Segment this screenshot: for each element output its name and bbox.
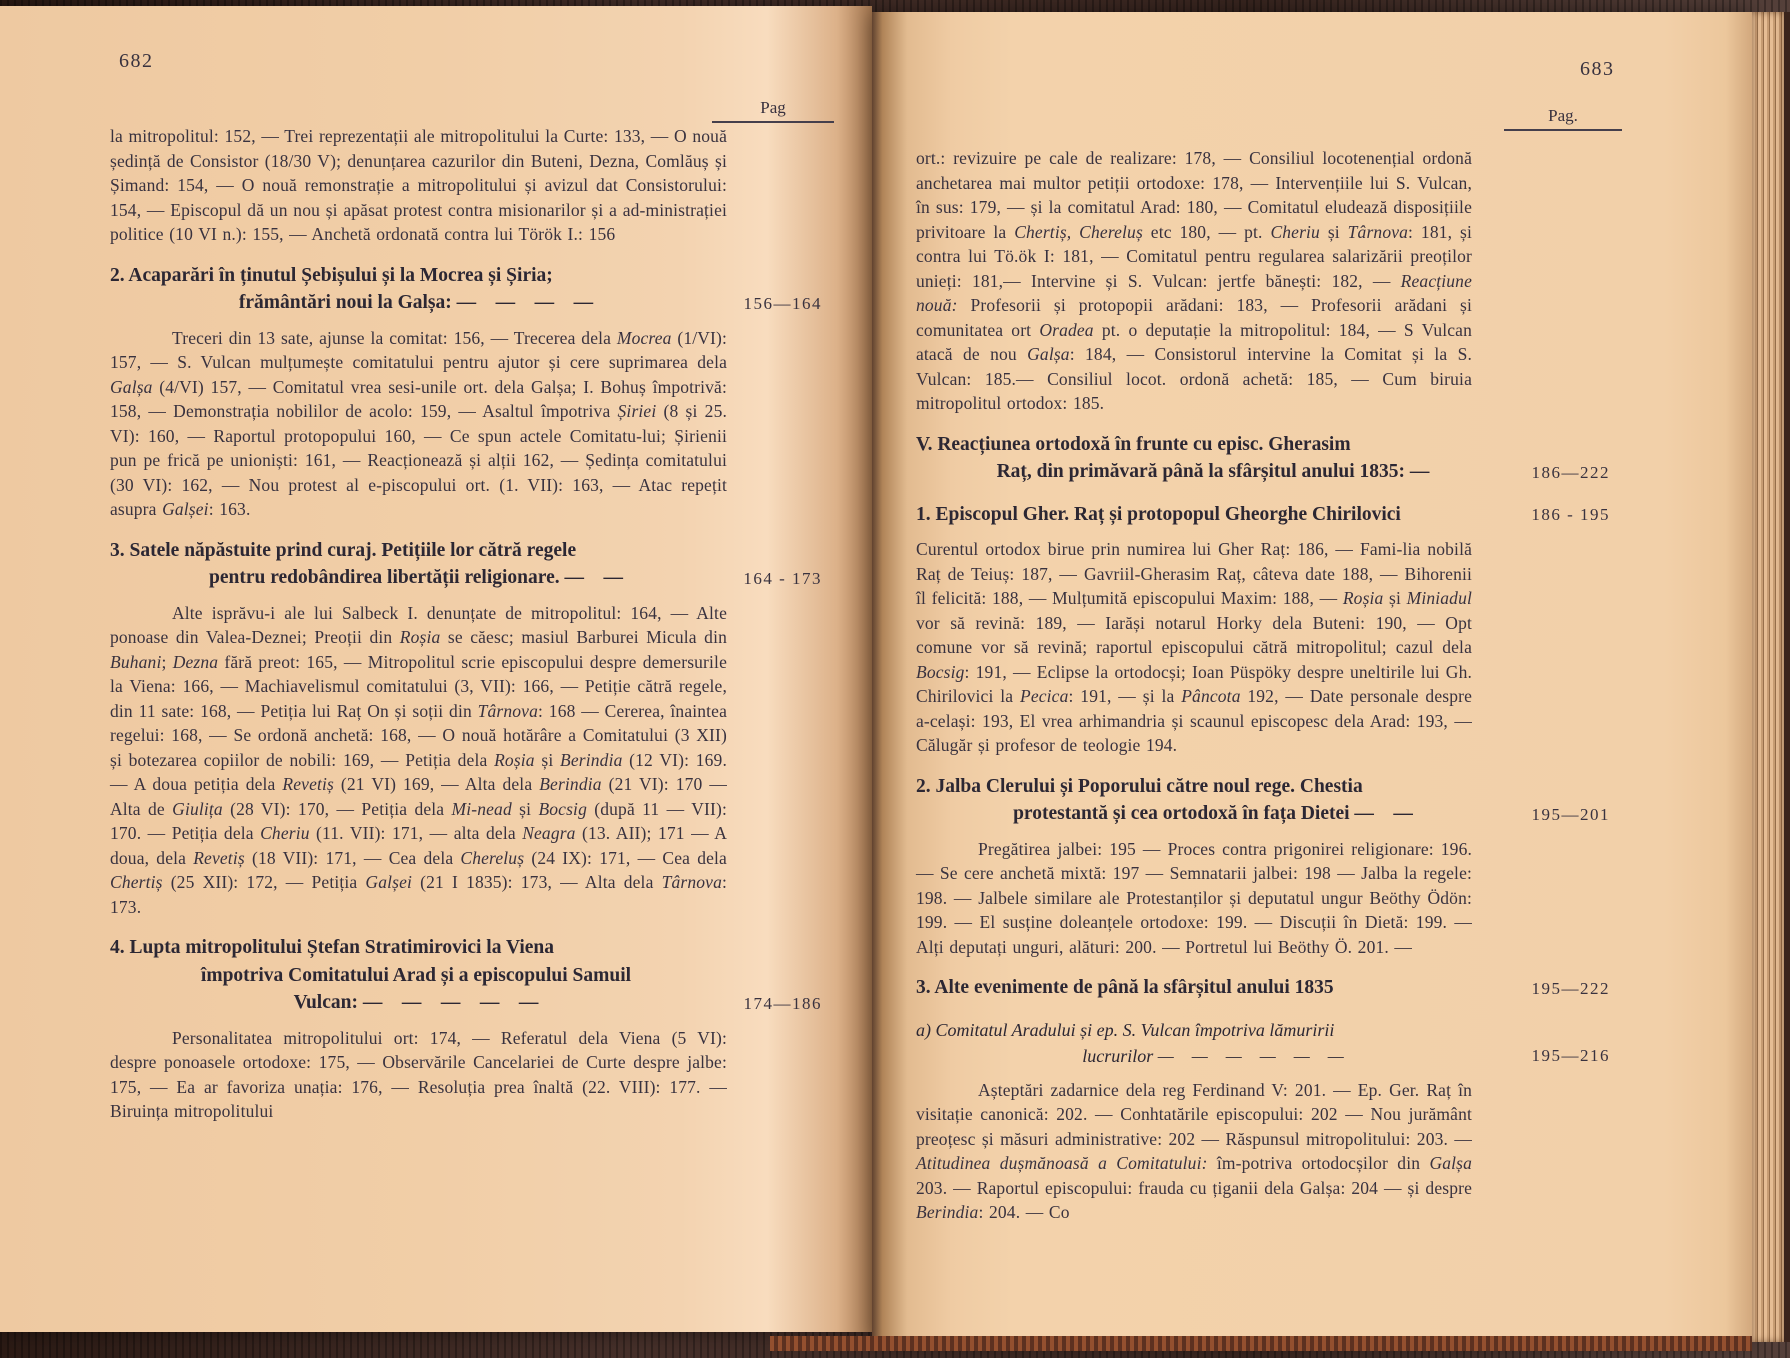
toc-section-heading — [110, 537, 822, 592]
toc-content-right — [916, 146, 1610, 1225]
page-range: 156—164 — [743, 293, 822, 313]
toc-paragraph: Personalitatea mitropolitului ort: 174, — Referatul dela Viena (5 VI): despre ponoasele ortodoxe: 175, — Observările Cancelariei de Curte despre jalbe: 175, — Ea ar favoriza unația: 176, — Resoluția prea înaltă (22. VIII): 177. — Biruința mitropolitului — [110, 1027, 727, 1121]
toc-subheading — [916, 1017, 1610, 1069]
toc-paragraph: Pregătirea jalbei: 195 — Proces contra prigonirei religionare: 196. — Se cere anchetă mixtă: 197 — Semnatarii jalbei: 198 — Jalba la regele: 198. — Jalbele similare ale Protestanților și deputatul ungur Beöthy Ödön: 199. — El susține doleanțele ortodoxe: 199. — Discuții în Dietă: 199. — Alți deputați unguri, alături: 200. — Portretul lui Beöthy Ö. 201. — — [916, 838, 1472, 957]
heading-line: V. Reacțiunea ortodoxă în frunte cu episc. Gherasim — [916, 433, 1351, 455]
book-page-right — [872, 12, 1752, 1342]
heading-line: protestantă și cea ortodoxă în fața Dietei — — — [1013, 803, 1413, 824]
heading-line: 1. Episcopul Gher. Raț și protopopul Gheorghe Chirilovici — [916, 503, 1401, 525]
page-edge-stack-right — [1752, 12, 1790, 1342]
heading-text — [110, 537, 722, 592]
heading-text — [916, 974, 1510, 1002]
heading-text — [916, 773, 1510, 828]
heading-line: lucrurilor — — — — — — — [1082, 1045, 1344, 1066]
page-range: 186 - 195 — [1531, 505, 1610, 524]
heading-line: 3. Alte evenimente de până la sfârșitul anului 1835 — [916, 977, 1334, 998]
page-number-left: 682 — [119, 50, 154, 72]
page-edge-stack-bottom — [770, 1336, 1752, 1351]
heading-text — [110, 262, 722, 317]
page-range: 195—222 — [1531, 978, 1610, 998]
heading-text — [110, 934, 722, 1017]
toc-paragraph: Curentul ortodox birue prin numirea lui Gher Raț: 186, — Fami-lia nobilă Raț de Teiuș: 187, — Gavriil-Gherasim Raț, câteva date 188, — Bihorenii îl felicită: 188, — Mulțumită episcopului Maxim: 188, — Roșia și Miniadul vor să revină: 189, — Iarăși notarul Horky dela Buteni: 190, — Opt comune vor să revină; raportul episcopului cătră mitropolitul; cazul dela Bocsig: 191, — Eclipse la ortodocși; Ioan Püspöky despre uneltirile lui Gh. Chirilovici la Pecica: 191, — și la Pâncota 192, — Date personale despre a-celași: 193, El vrea arhimandria și scaunul episcopesc dela Arad: 193, — Călugăr și profesor de teologie 194. — [916, 539, 1472, 755]
page-range: 195—216 — [1531, 1045, 1610, 1065]
toc-paragraph: Treceri din 13 sate, ajunse la comitat: 156, — Trecerea dela Mocrea (1/VI): 157, — S. Vulcan mulțumește comitatului pentru ajutor și cere suprimarea dela Galșa (4/VI) 157, — Comitatul vrea sesi-unile ort. dela Galșa; I. Bohuș împotrivă: 158, — Demonstrația nobililor de acolo: 159, — Asaltul împotriva Șiriei (8 și 25. VI): 160, — Raportul protopopului 160, — Ce spun actele Comitatu-lui; Șirienii pun pe frică pe unioniști: 161, — Reacționează și alții 162, — Ședința comitatului (30 VI): 162, — Nou protest al e-piscopului ort. (1. VII): 163, — Atac repețit asupra Galșei: 163. — [110, 327, 728, 519]
pag-column-header-left: Pag — [712, 98, 834, 123]
heading-text — [916, 501, 1510, 529]
heading-line: frământări noui la Galșa: — — — — — [238, 292, 594, 313]
toc-paragraph: Alte isprăvu-i ale lui Salbeck I. denunțate de mitropolitul: 164, — Alte ponoase din Valea-Deznei; Preoții din Roșia se căesc; masiul Barburei Micula din Buhani; Dezna fără preot: 165, — Mitropolitul scrie episcopului despre demersurile la Viena: 166, — Machiavelismul comitatului (3, VII): 166, — Petiție cătră regele, din 11 sate: 168, — Petiția lui Raț On și soții din Târnova: 168 — Cererea, înaintea regelui: 168, — Se ordonă anchetă: 168, — O nouă hotărâre a Comitatului (3 XII) și botezarea copiilor de nobili: 169, — Petiția dela Roșia și Berindia (12 VI): 169. — A doua petiția dela Revetiș (21 VI) 169, — Alta dela Berindia (21 VI): 170 — Alta de Giulița (28 VI): 170, — Petiția dela Mi-nead și Bocsig (după 11 — VII): 170. — Petiția dela Cheriu (11. VII): 171, — alta dela Neagra (13. AII); 171 — A doua, dela Revetiș (18 VII): 171, — Cea dela Chereluș (24 IX): 171, — Cea dela Chertiș (25 XII): 172, — Petiția Galșei (21 I 1835): 173, — Alta dela Târnova: 173. — [110, 602, 727, 917]
heading-text — [916, 1017, 1510, 1069]
toc-section-heading — [110, 934, 822, 1017]
page-range: 164 - 173 — [743, 568, 822, 588]
toc-section-heading — [110, 262, 822, 317]
heading-line: 2. Jalba Clerului și Poporului către noul rege. Chestia — [916, 775, 1363, 797]
pag-column-header-right: Pag. — [1504, 106, 1622, 131]
page-number-right: 683 — [1580, 58, 1615, 80]
heading-line: pentru redobândirea libertății religionare. — — — [208, 567, 623, 588]
toc-section-heading — [916, 773, 1610, 828]
page-range: 174—186 — [743, 993, 822, 1013]
toc-section-heading — [916, 974, 1610, 1002]
toc-paragraph: ort.: revizuire pe cale de realizare: 178, — Consiliul locotenențial ordonă anchetarea mai multor petiții ortodoxe: 178, — Intervențiile lui S. Vulcan, în sus: 179, — și la comitatul Arad: 180, — Comitatul eludează disposițiile privitoare la Chertiș, Chereluș etc 180, — pt. Cheriu și Târnova: 181, și contra lui Tö.ök I: 181, — Comitatul pentru regularea salarizării preoților unieți: 181,— Intervine și S. Vulcan: jertfe bănești: 182, — Reacțiune nouă: Profesorii și protopopii arădani: 183, — Profesorii arădani și comunitatea ort Oradea pt. o deputație la mitropolitul: 184, — S Vulcan atacă de nou Galșa: 184, — Consistorul intervine la Comitat și la S. Vulcan: 185.— Consiliul locot. ordonă achetă: 185, — Cum biruia mitropolitul ortodox: 185. — [916, 148, 1472, 413]
heading-line: Raț, din primăvară până la sfârșitul anului 1835: — — [996, 461, 1430, 482]
heading-line: Vulcan: — — — — — — [293, 992, 539, 1013]
book-page-left — [0, 6, 872, 1332]
toc-section-heading — [916, 501, 1610, 529]
heading-line: împotriva Comitatului Arad și a episcopului Samuil — [200, 964, 632, 986]
heading-line: 2. Acaparări în ținutul Șebișului și la Mocrea și Șiria; — [110, 264, 553, 286]
page-range: 195—201 — [1531, 804, 1610, 824]
heading-line: 3. Satele năpăstuite prind curaj. Petițiile lor cătră regele — [110, 539, 577, 561]
heading-line: 4. Lupta mitropolitului Ștefan Stratimirovici la Viena — [110, 937, 555, 958]
toc-paragraph: Așteptări zadarnice dela reg Ferdinand V: 201. — Ep. Ger. Raț în visitație canonică: 202. — Conhtatările episcopului: 202 — Nou jurământ preoțesc și măsuri administrative: 202 — Răspunsul mitropolitului: 203. — Atitudinea dușmănoasă a Comitatului: îm-potriva ortodocșilor din Galșa 203. — Raportul episcopului: frauda cu țiganii dela Galșa: 204 — și despre Berindia: 204. — Co — [916, 1079, 1473, 1222]
toc-paragraph: la mitropolitul: 152, — Trei reprezentații ale mitropolitului la Curte: 133, — O nouă ședință de Consistor (18/30 V); denunțarea cazurilor din Buteni, Dezna, Comlăuș și Șimand: 154, — O nouă remonstrație a mitropolitului și avizul dat Consistorului: 154, — Episcopul dă un nou și apăsat protest contra misionarilor și a ad-ministrației politice (10 VI n.): 155, — Anchetă ordonată contra lui Török I.: 156 — [110, 126, 727, 244]
toc-content-left — [110, 124, 822, 1124]
heading-line: a) Comitatul Aradului și ep. S. Vulcan împotriva lămuririi — [916, 1019, 1335, 1040]
page-range: 186—222 — [1531, 462, 1610, 482]
toc-section-heading — [916, 431, 1610, 486]
heading-text — [916, 431, 1510, 486]
